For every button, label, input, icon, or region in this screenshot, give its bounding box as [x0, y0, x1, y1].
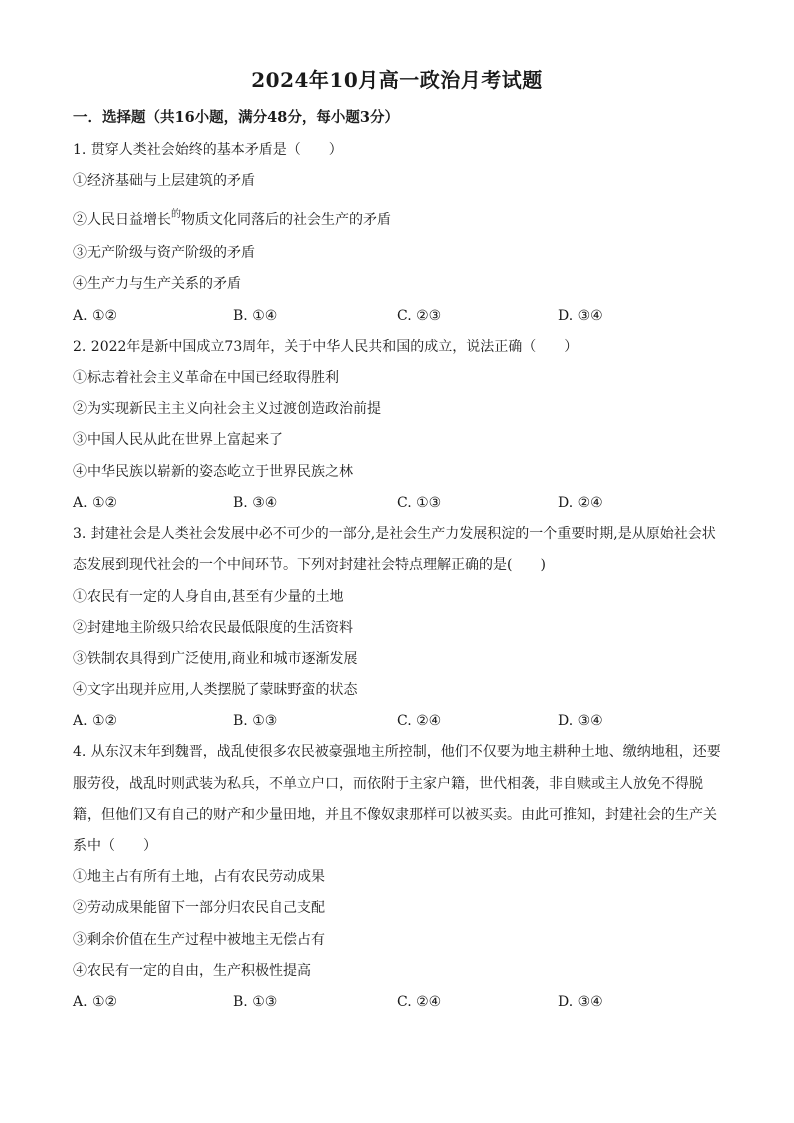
- question-1-item-3: ③无产阶级与资产阶级的矛盾: [73, 245, 255, 261]
- question-4-option-b[interactable]: B. ①③: [233, 994, 278, 1010]
- question-1-item-2-superscript: 的: [171, 209, 181, 220]
- question-1-item-2-text: ②人民日益增长: [73, 212, 171, 228]
- question-4-stem-line-3: 籍，但他们又有自己的财产和少量田地，并且不像奴隶那样可以被买卖。由此可推知，封建社会的生产关: [73, 807, 717, 823]
- question-3-option-b[interactable]: B. ①③: [233, 713, 278, 729]
- question-3-option-a[interactable]: A. ①②: [73, 713, 118, 729]
- question-2-option-c[interactable]: C. ①③: [397, 495, 442, 511]
- question-3-item-2: ②封建地主阶级只给农民最低限度的生活资料: [73, 620, 353, 636]
- section-heading: 一．选择题（共16小题，满分48分，每小题3分）: [73, 109, 399, 126]
- question-1-option-d[interactable]: D. ③④: [558, 308, 603, 324]
- question-1-stem: 1. 贯穿人类社会始终的基本矛盾是（ ）: [73, 142, 343, 158]
- question-4-option-c[interactable]: C. ②④: [397, 994, 442, 1010]
- question-4-stem-line-1: 4. 从东汉末年到魏晋，战乱使很多农民被豪强地主所控制，他们不仅要为地主耕种土地、缴纳地租，还要: [73, 744, 721, 760]
- question-2-item-2: ②为实现新民主主义向社会主义过渡创造政治前提: [73, 401, 381, 417]
- question-3-stem-line-2: 态发展到现代社会的一个中间环节。下列对封建社会特点理解正确的是( ): [73, 557, 546, 573]
- question-2-item-1: ①标志着社会主义革命在中国已经取得胜利: [73, 370, 339, 386]
- question-2-stem: 2. 2022年是新中国成立73周年，关于中华人民共和国的成立，说法正确（ ）: [73, 339, 579, 355]
- question-4-item-2: ②劳动成果能留下一部分归农民自己支配: [73, 900, 325, 916]
- question-2-item-3: ③中国人民从此在世界上富起来了: [73, 432, 283, 448]
- question-2-option-b[interactable]: B. ③④: [233, 495, 278, 511]
- question-1-item-1: ①经济基础与上层建筑的矛盾: [73, 173, 255, 189]
- question-1-option-b[interactable]: B. ①④: [233, 308, 278, 324]
- question-4-item-4: ④农民有一定的自由，生产积极性提高: [73, 963, 311, 979]
- question-4-item-1: ①地主占有所有土地，占有农民劳动成果: [73, 869, 325, 885]
- question-3-item-4: ④文字出现并应用,人类摆脱了蒙昧野蛮的状态: [73, 682, 358, 698]
- question-3-stem-line-1: 3. 封建社会是人类社会发展中必不可少的一部分,是社会生产力发展积淀的一个重要时期,是从原始社会状: [73, 526, 716, 542]
- question-4-stem-line-2: 服劳役，战乱时则武装为私兵，不单立户口，而依附于主家户籍，世代相袭，非自赎或主人放免不得脱: [73, 776, 703, 792]
- question-2-option-a[interactable]: A. ①②: [73, 495, 118, 511]
- question-2-item-4: ④中华民族以崭新的姿态屹立于世界民族之林: [73, 464, 353, 480]
- page-title: 2024年10月高一政治月考试题: [251, 68, 543, 92]
- question-2-option-d[interactable]: D. ②④: [558, 495, 603, 511]
- question-1-item-4: ④生产力与生产关系的矛盾: [73, 276, 241, 292]
- question-1-item-2: [73, 210, 733, 232]
- question-3-option-c[interactable]: C. ②④: [397, 713, 442, 729]
- question-1-item-2-rest: 物质文化同落后的社会生产的矛盾: [181, 212, 391, 228]
- question-4-item-3: ③剩余价值在生产过程中被地主无偿占有: [73, 932, 325, 948]
- question-4-option-a[interactable]: A. ①②: [73, 994, 118, 1010]
- question-4-stem-line-4: 系中（ ）: [73, 838, 157, 854]
- question-3-item-3: ③铁制农具得到广泛使用,商业和城市逐渐发展: [73, 651, 358, 667]
- question-3-option-d[interactable]: D. ③④: [558, 713, 603, 729]
- question-3-item-1: ①农民有一定的人身自由,甚至有少量的土地: [73, 589, 344, 605]
- question-4-option-d[interactable]: D. ③④: [558, 994, 603, 1010]
- question-1-option-c[interactable]: C. ②③: [397, 308, 442, 324]
- question-1-option-a[interactable]: A. ①②: [73, 308, 118, 324]
